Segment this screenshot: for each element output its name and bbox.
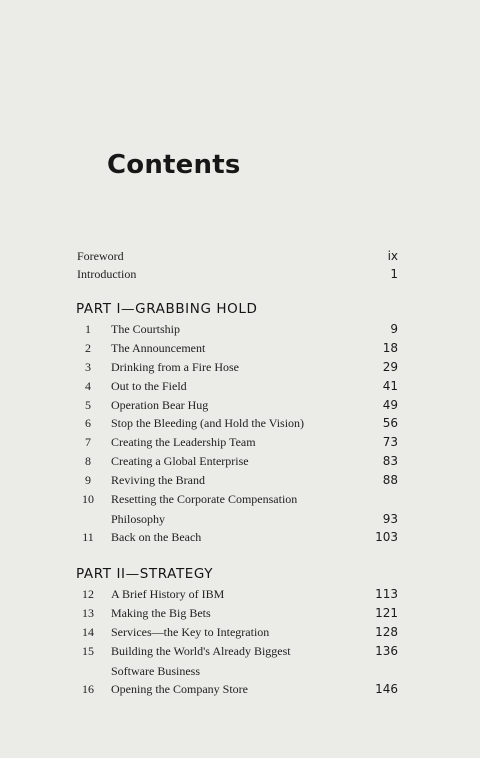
chapter-number: 3	[85, 360, 91, 374]
toc-page-number: 18	[382, 341, 398, 355]
toc-chapter-row	[77, 642, 398, 660]
toc-page-number: 41	[382, 379, 398, 393]
chapter-number: 8	[85, 454, 91, 468]
toc-chapter-row	[77, 585, 398, 603]
chapter-title: Reviving the Brand	[111, 473, 205, 487]
toc-chapter-row	[77, 680, 398, 698]
chapter-title: Resetting the Corporate Compensation	[111, 492, 298, 506]
toc-chapter-row	[77, 396, 398, 414]
toc-page-number: 113	[375, 587, 398, 601]
toc-chapter-row	[77, 414, 398, 432]
chapter-title: Services—the Key to Integration	[111, 625, 270, 639]
chapter-title: Stop the Bleeding (and Hold the Vision)	[111, 416, 305, 430]
chapter-title: Back on the Beach	[111, 530, 202, 544]
toc-chapter-row	[77, 604, 398, 622]
chapter-number: 9	[85, 473, 91, 487]
toc-chapter-row	[77, 320, 398, 338]
chapter-title-continued: Philosophy	[111, 512, 166, 526]
chapter-number: 4	[85, 379, 91, 393]
chapter-number: 16	[82, 682, 94, 696]
toc-page-number: 136	[375, 644, 398, 658]
page-title: Contents	[107, 150, 241, 180]
chapter-number: 10	[82, 492, 94, 506]
toc-front-item-foreword	[77, 247, 398, 265]
toc-chapter-row	[77, 433, 398, 451]
toc-page-number: 128	[375, 625, 398, 639]
toc-page-number: 29	[382, 360, 398, 374]
chapter-number: 11	[82, 530, 94, 544]
toc-entry-title: Introduction	[77, 267, 137, 281]
part-heading-2: PART II—STRATEGY	[76, 566, 214, 582]
chapter-title: Operation Bear Hug	[111, 398, 209, 412]
toc-chapter-row-continued	[77, 510, 398, 528]
toc-chapter-row	[77, 490, 398, 508]
toc-chapter-row	[77, 358, 398, 376]
chapter-title: Making the Big Bets	[111, 606, 211, 620]
chapter-title: Drinking from a Fire Hose	[111, 360, 239, 374]
toc-page-number: 49	[382, 398, 398, 412]
toc-chapter-row-continued	[77, 662, 398, 680]
part-heading-1: PART I—GRABBING HOLD	[76, 301, 258, 317]
chapter-title: The Courtship	[111, 322, 180, 336]
toc-chapter-row	[77, 452, 398, 470]
chapter-title: A Brief History of IBM	[111, 587, 225, 601]
toc-page-number: 121	[375, 606, 398, 620]
chapter-number: 6	[85, 416, 91, 430]
toc-page-number: 9	[390, 322, 398, 336]
toc-page-number: 103	[375, 530, 398, 544]
chapter-number: 13	[82, 606, 94, 620]
chapter-number: 12	[82, 587, 94, 601]
chapter-title: Building the World's Already Biggest	[111, 644, 291, 658]
chapter-number: 7	[85, 435, 91, 449]
chapter-number: 15	[82, 644, 94, 658]
chapter-number: 14	[82, 625, 94, 639]
toc-page-number: 83	[382, 454, 398, 468]
toc-page-number: ix	[387, 249, 398, 263]
toc-page-number: 93	[382, 512, 398, 526]
toc-page-number: 73	[382, 435, 398, 449]
chapter-number: 5	[85, 398, 91, 412]
toc-page-number: 1	[390, 267, 398, 281]
chapter-title: Opening the Company Store	[111, 682, 248, 696]
chapter-number: 1	[85, 322, 91, 336]
toc-page-number: 88	[382, 473, 398, 487]
toc-entry-title: Foreword	[77, 249, 124, 263]
chapter-title: Out to the Field	[111, 379, 187, 393]
toc-chapter-row	[77, 623, 398, 641]
toc-chapter-row	[77, 528, 398, 546]
chapter-number: 2	[85, 341, 91, 355]
toc-chapter-row	[77, 339, 398, 357]
toc-page-number: 146	[375, 682, 398, 696]
toc-chapter-row	[77, 471, 398, 489]
chapter-title: Creating the Leadership Team	[111, 435, 256, 449]
chapter-title-continued: Software Business	[111, 664, 200, 678]
toc-front-item-introduction	[77, 265, 398, 283]
toc-chapter-row	[77, 377, 398, 395]
chapter-title: The Announcement	[111, 341, 206, 355]
chapter-title: Creating a Global Enterprise	[111, 454, 249, 468]
toc-page-number: 56	[382, 416, 398, 430]
